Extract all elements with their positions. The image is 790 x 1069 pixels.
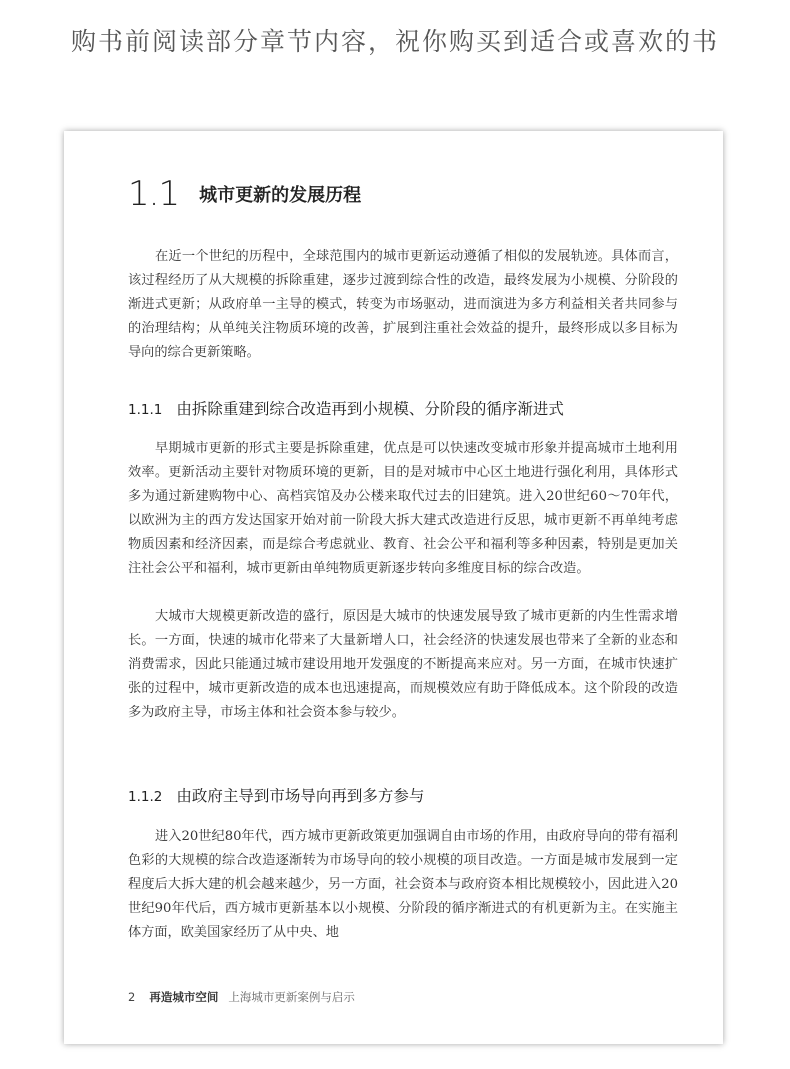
body-paragraph: 大城市大规模更新改造的盛行，原因是大城市的快速发展导致了城市更新的内生性需求增长。一方面，快速的城市化带来了大量新增人口，社会经济的快速发展也带来了全新的业态和消费需求，因此只能通过城市建设用地开发强度的不断提高来应对。另一方面，在城市快速扩张的过程中，城市更新改造的成本也迅速提高，而规模效应有助于降低成本。这个阶段的改造多为政府主导，市场主体和社会资本参与较少。 (128, 609, 678, 720)
subsection-number: 1.1.2 (128, 789, 163, 805)
subsection-heading-2 (128, 784, 424, 806)
body-paragraph: 进入20世纪80年代，西方城市更新政策更加强调自由市场的作用，由政府导向的带有福利色彩的大规模的综合改造逐渐转为市场导向的较小规模的项目改造。一方面是城市发展到一定程度后大拆大建的机会越来越少，另一方面，社会资本与政府资本相比规模较小，因此进入20世纪90年代后，西方城市更新基本以小规模、分阶段的循序渐进式的有机更新为主。在实施主体方面，欧美国家经历了从中央、地 (128, 829, 678, 940)
body-paragraph: 早期城市更新的形式主要是拆除重建，优点是可以快速改变城市形象并提高城市土地利用效率。更新活动主要针对物质环境的更新，目的是对城市中心区土地进行强化利用，具体形式多为通过新建购物中心、高档宾馆及办公楼来取代过去的旧建筑。进入20世纪60～70年代，以欧洲为主的西方发达国家开始对前一阶段大拆大建式改造进行反思，城市更新不再单纯考虑物质因素和经济因素，而是综合考虑就业、教育、社会公平和福利等多种因素，特别是更加关注社会公平和福利，城市更新由单纯物质更新逐步转向多维度目标的综合改造。 (128, 441, 678, 576)
subsection-title: 由政府主导到市场导向再到多方参与 (176, 787, 425, 805)
page-footer (128, 989, 355, 1005)
section-number: 1.1 (128, 174, 180, 214)
preview-notice-banner: 购书前阅读部分章节内容，祝你购买到适合或喜欢的书 (70, 27, 719, 56)
section-heading (128, 174, 361, 214)
subsection-heading-1 (128, 397, 564, 419)
subsection-title: 由拆除重建到综合改造再到小规模、分阶段的循序渐进式 (176, 400, 564, 418)
book-subtitle: 上海城市更新案例与启示 (228, 990, 355, 1004)
book-title: 再造城市空间 (149, 990, 219, 1004)
section-title: 城市更新的发展历程 (199, 185, 362, 206)
intro-paragraph: 在近一个世纪的历程中，全球范围内的城市更新运动遵循了相似的发展轨迹。具体而言，该过程经历了从大规模的拆除重建，逐步过渡到综合性的改造，最终发展为小规模、分阶段的渐进式更新；从政府单一主导的模式，转变为市场驱动，进而演进为多方利益相关者共同参与的治理结构；从单纯关注物质环境的改善，扩展到注重社会效益的提升，最终形成以多目标为导向的综合更新策略。 (128, 249, 678, 360)
book-page (64, 131, 723, 1044)
subsection-number: 1.1.1 (128, 402, 163, 418)
page-number: 2 (128, 990, 136, 1004)
